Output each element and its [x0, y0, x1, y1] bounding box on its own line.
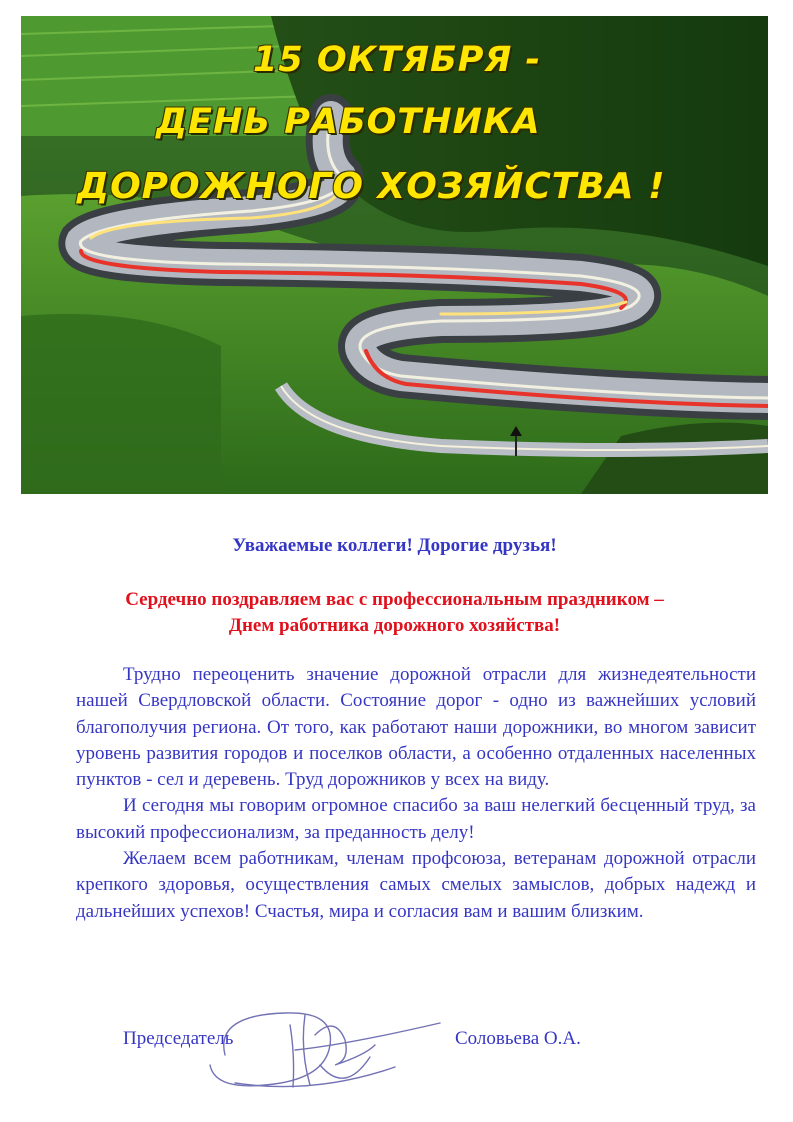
banner-holiday-line: ДОРОЖНОГО ХОЗЯЙСТВА !: [77, 166, 666, 207]
banner-holiday-line: ДЕНЬ РАБОТНИКА: [156, 102, 541, 142]
body-paragraph: И сегодня мы говорим огромное спасибо за ваш нелегкий бесценный труд, за высокий профессионализм, за преданность делу!: [76, 795, 756, 843]
letter-body: [76, 662, 756, 925]
signature-block: [0, 995, 793, 1100]
handwritten-signature: [195, 995, 455, 1100]
signer-role: Председатель: [123, 1028, 234, 1049]
body-paragraph: Трудно переоценить значение дорожной отрасли для жизнедеятельности нашей Свердловской области. Состояние дорог - одно из важнейших условий благополучия региона. От того, как работают наши дорожники, во многом зависит уровень развития городов и поселков области, а особенно отдаленных населенных пунктов - сел и деревень. Труд дорожников у всех на виду.: [76, 664, 756, 791]
signer-name: Соловьева О.А.: [455, 1028, 581, 1049]
greeting-heading: Уважаемые коллеги! Дорогие друзья!: [232, 535, 557, 556]
congratulation-line: Днем работника дорожного хозяйства!: [228, 615, 561, 636]
body-paragraph: Желаем всем работникам, членам профсоюза, ветеранам дорожной отрасли крепкого здоровья, осуществления самых смелых замыслов, добрых надежд и дальнейших успехов! Счастья, мира и согласия вам и вашим близким.: [76, 848, 756, 922]
banner-date: 15 ОКТЯБРЯ -: [253, 40, 542, 80]
congratulation-heading: [21, 587, 768, 639]
congratulation-line: Сердечно поздравляем вас с профессиональным праздником –: [125, 589, 664, 610]
banner-title: [21, 16, 768, 236]
header-banner: [21, 16, 768, 494]
